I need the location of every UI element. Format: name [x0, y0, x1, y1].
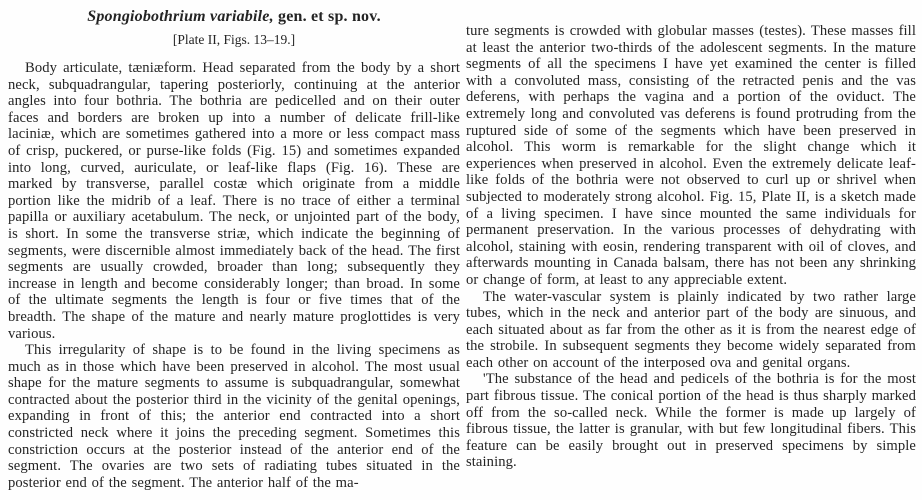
left-column	[8, 0, 460, 491]
plate-caption: [Plate II, Figs. 13–19.]	[172, 32, 296, 47]
body-paragraph: Body articulate, tæniæform. Head separated from the body by a short neck, subquadrangular, tapering posteriorly, continuing at the anterior angles into four bothria. The bothria are pedicelled and on their outer faces and borders are broken up into a number of delicate frill-like laciniæ, which are sometimes gathered into a more or less compact mass of crisp, puckered, or purse-like folds (Fig. 15) and sometimes expanded into long, curved, auriculate, or leaf-like flaps (Fig. 16). These are marked by transverse, parallel costæ which originate from a middle portion like the midrib of a leaf. There is no trace of either a terminal papilla or auxiliary acetabulum. The neck, or unjointed part of the body, is short. In some the transverse striæ, which indicate the beginning of segments, were discernible almost immediately back of the head. The first segments are usually crowded, broader than long; subsequently they increase in length and become considerably longer; than broad. In some of the ultimate segments the length is four or five times that of the breadth. The shape of the mature and nearly mature proglottides is very various.	[8, 60, 460, 342]
body-paragraph: 'The substance of the head and pedicels of the bothria is for the most part fibrous tissue. The conical portion of the head is thus sharply marked off from the so-called neck. While the former is made up largely of fibrous tissue, the latter is granular, with but few longitudinal fibers. This feature can be easily brought out in preserved specimens by simple staining.	[466, 371, 916, 471]
article-title	[8, 8, 460, 26]
species-name: Spongiobothrium variabile,	[87, 8, 274, 25]
body-paragraph: ture segments is crowded with globular masses (testes). These masses fill at least the anterior two-thirds of the adolescent segments. In the mature segments of all the specimens I have yet examined the center is filled with a convoluted mass, consisting of the retracted penis and the vas deferens, with perhaps the vagina and a portion of the oviduct. The extremely long and convoluted vas deferens is found protruding from the ruptured side of some of the segments which have been preserved in alcohol. This worm is remarkable for the slight change which it experiences when preserved in alcohol. Even the extremely delicate leaf-like folds of the bothria were not observed to curl up or shrivel when subjected to moderately strong alcohol. Fig. 15, Plate II, is a sketch made of a living specimen. I have since mounted the same individuals for permanent preservation. In the various processes of dehydrating with alcohol, staining with eosin, rendering transparent with oil of cloves, and afterwards mounting in Canada balsam, there has not been any shrinking or change of form, at least to any appreciable extent.	[466, 23, 916, 288]
title-suffix: gen. et sp. nov.	[273, 8, 381, 25]
body-paragraph: The water-vascular system is plainly indicated by two rather large tubes, which in the neck and anterior part of the body are sinuous, and each situated about as far from the other as it is from the nearest edge of the strobile. In subsequent segments they become widely separated from each other on account of the interposed ova and genital organs.	[466, 288, 916, 371]
body-paragraph: This irregularity of shape is to be found in the living specimens as much as in those which have been preserved in alcohol. The most usual shape for the mature segments to assume is subquadrangular, somewhat contracted about the posterior third in the vicinity of the genital openings, expanding in front of this; the anterior end contracted into a short constricted neck where it joins the preceding segment. Sometimes this constriction occurs at the posterior instead of the anterior end of the segment. The ovaries are two sets of radiating tubes situated in the posterior end of the segment. The anterior half of the ma-	[8, 342, 460, 491]
right-column	[466, 0, 916, 471]
